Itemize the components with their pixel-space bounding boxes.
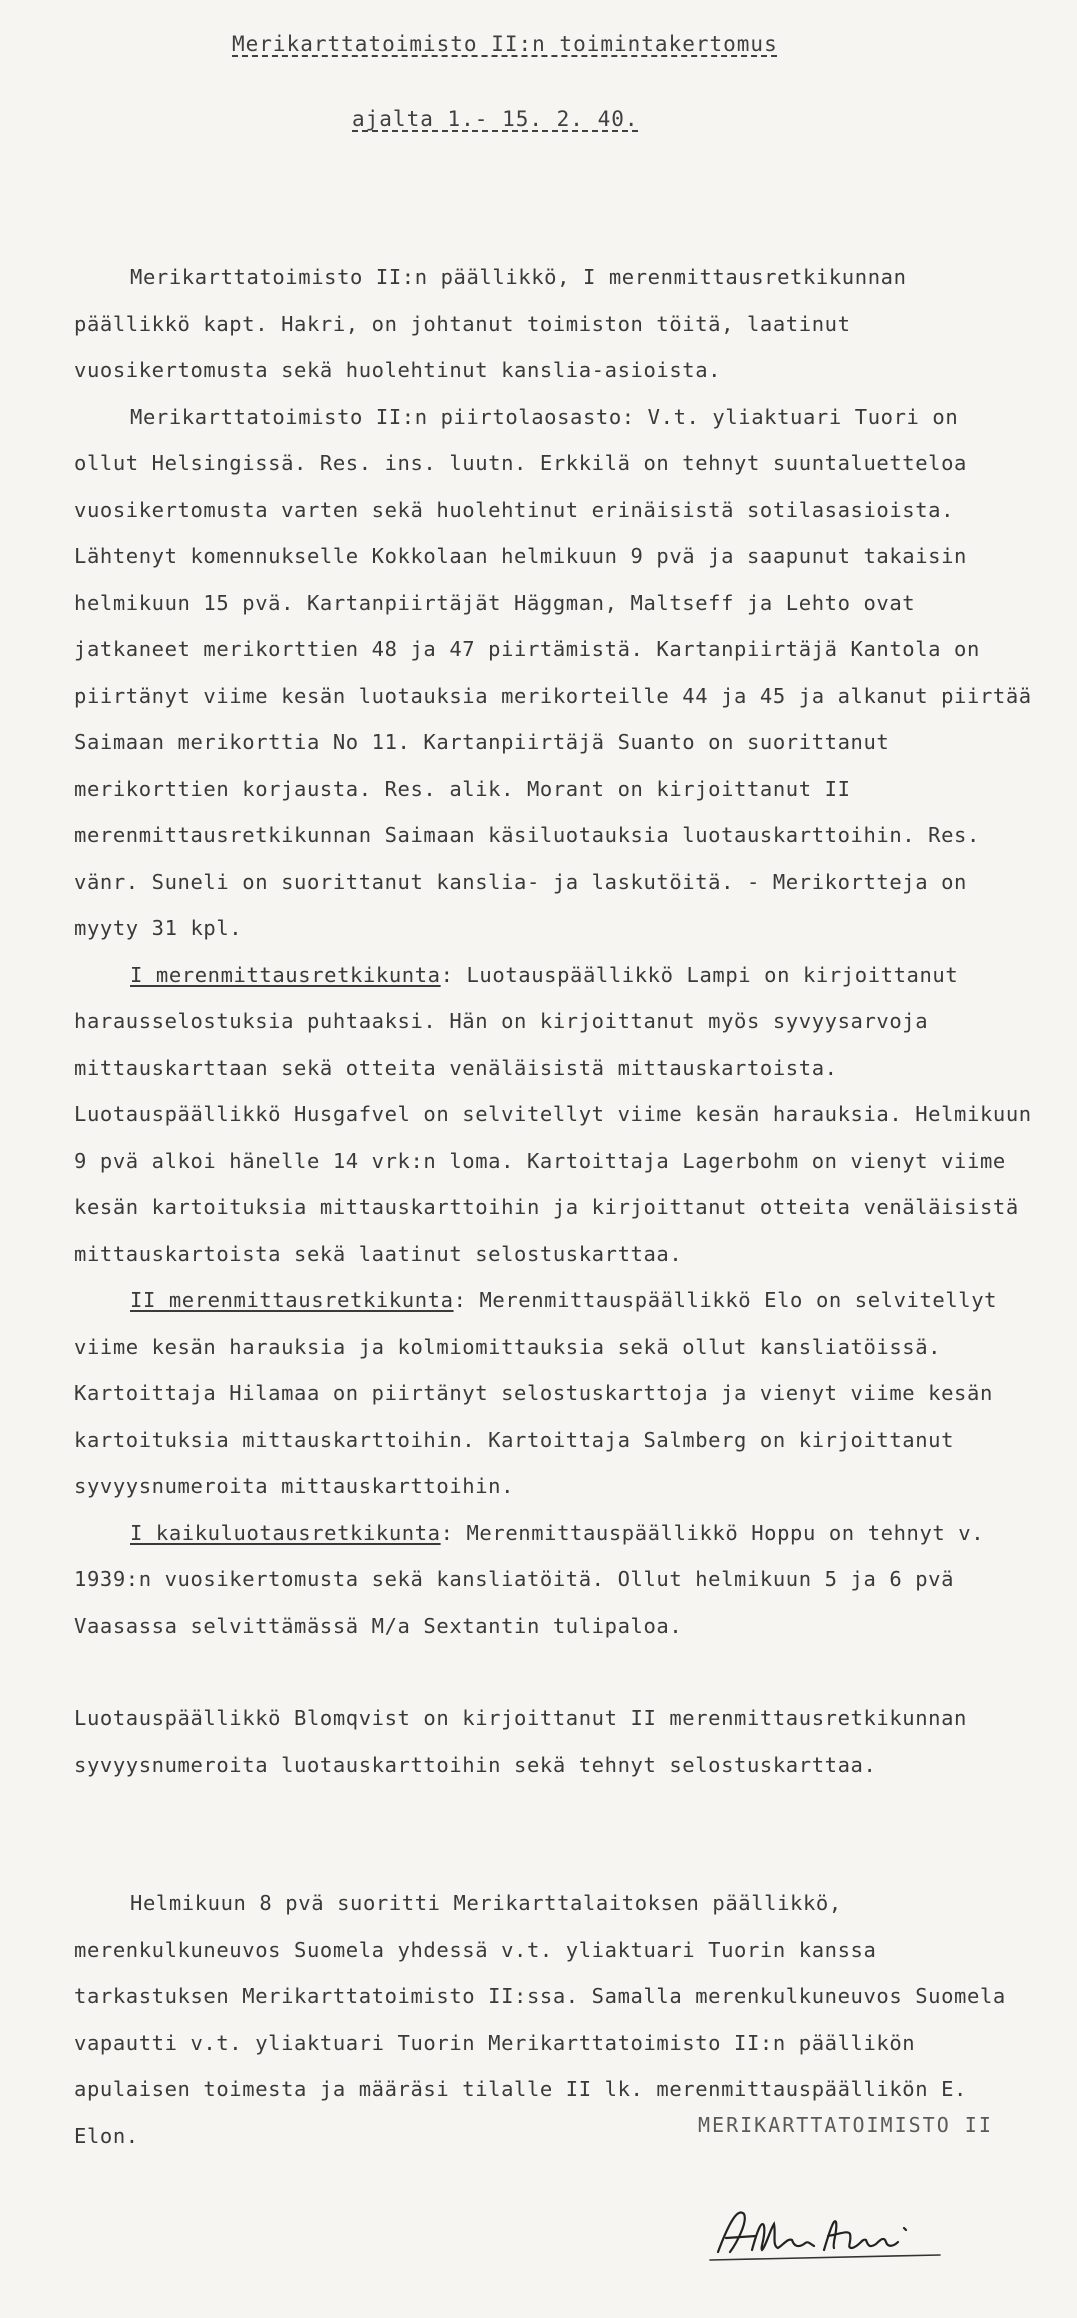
document-title: Merikarttatoimisto II:n toimintakertomus	[232, 32, 778, 56]
section-text-second-survey: : Merenmittauspäällikkö Elo on selvitellyt viime kesän harauksia ja kolmiomittauksia sekä ollut kansliatöissä. Kartoittaja Hilamaa on piirtänyt selostuskarttoja ja vienyt viime kesän kartoituksia mittauskarttoihin. Kartoittaja Salmberg on kirjoittanut syvyysnumeroita mittauskarttoihin.	[74, 1288, 1011, 1498]
section-text-echo-sounding: : Merenmittauspäällikkö Hoppu on tehnyt v. 1939:n vuosikertomusta sekä kansliatöitä. Ollut helmikuun 5 ja 6 pvä Vaasassa selvittämässä M/a Sextantin tulipaloa.	[74, 1520, 998, 1638]
section-label-second-survey: II merenmittausretkikunta	[130, 1288, 454, 1312]
section-text-first-survey: : Luotauspäällikkö Lampi on kirjoittanut harausselostuksia puhtaaksi. Hän on kirjoittanut myös syvyysarvoja mittauskarttaan sekä otteita venäläisistä mittauskartoista. Luotauspäällikkö Husgafvel on selvitellyt viime kesän harauksia. Helmikuun 9 pvä alkoi hänelle 14 vrk:n loma. Kartoittaja Lagerbohm on vienyt viime kesän kartoituksia mittauskarttoihin ja kirjoittanut otteita venäläisistä mittauskartoista sekä laatinut selostuskarttaa.	[74, 962, 1045, 1266]
paragraph-first-survey-expedition	[74, 952, 1045, 1278]
document-body	[74, 254, 1045, 2159]
paragraph-blomqvist: Luotauspäällikkö Blomqvist on kirjoittanut II merenmittausretkikunnan syvyysnumeroita luotauskarttoihin sekä tehnyt selostuskarttaa.	[74, 1706, 980, 1777]
paragraph-inspection: Helmikuun 8 pvä suoritti Merikarttalaitoksen päällikkö, merenkulkuneuvos Suomela yhdessä v.t. yliaktuari Tuorin kanssa tarkastuksen Merikarttatoimisto II:ssa. Samalla merenkulkuneuvos Suomela vapautti v.t. yliaktuari Tuorin Merikarttatoimisto II:n päällikön apulaisen toimesta ja määräsi tilalle II lk. merenmittauspäällikön E. Elon.	[74, 1891, 1019, 2148]
signature-scribble-icon	[700, 2200, 950, 2270]
spacer	[74, 1649, 1034, 1695]
spacer	[74, 1788, 1034, 1880]
paragraph-second-survey-expedition	[74, 1277, 1034, 1510]
paragraph-echo-sounding-expedition	[74, 1510, 1034, 1650]
document-period: ajalta 1.- 15. 2. 40.	[352, 107, 639, 131]
section-label-first-survey: I merenmittausretkikunta	[130, 962, 441, 987]
paragraph-drawing-department: Merikarttatoimisto II:n piirtolaosasto: V.t. yliaktuari Tuori on ollut Helsingissä. Res. ins. luutn. Erkkilä on tehnyt suuntaluetteloa vuosikertomusta varten sekä huolehtinut erinäisistä sotilasasioista. Lähtenyt komennukselle Kokkolaan helmikuun 9 pvä ja saapunut takaisin helmikuun 15 pvä. Kartanpiirtäjät Häggman, Maltseff ja Lehto ovat jatkaneet merikorttien 48 ja 47 piirtämistä. Kartanpiirtäjä Kantola on piirtänyt viime kesän luotauksia merikorteille 44 ja 45 ja alkanut piirtää Saimaan merikorttia No 11. Kartanpiirtäjä Suanto on suorittanut merikorttien korjausta. Res. alik. Morant on kirjoittanut II merenmittausretkikunnan Saimaan käsiluotauksia luotauskarttoihin. Res. vänr. Suneli on suorittanut kanslia- ja laskutöitä. - Merikortteja on myyty 31 kpl.	[74, 404, 1045, 940]
handwritten-signature	[700, 2200, 950, 2270]
office-stamp: MERIKARTTATOIMISTO II	[698, 2113, 993, 2137]
section-label-echo-sounding: I kaikuluotausretkikunta	[130, 1520, 441, 1545]
paragraph-head-of-office: Merikarttatoimisto II:n päällikkö, I merenmittausretkikunnan päällikkö kapt. Hakri, on johtanut toimiston töitä, laatinut vuosikertomusta sekä huolehtinut kanslia-asioista.	[74, 265, 920, 382]
